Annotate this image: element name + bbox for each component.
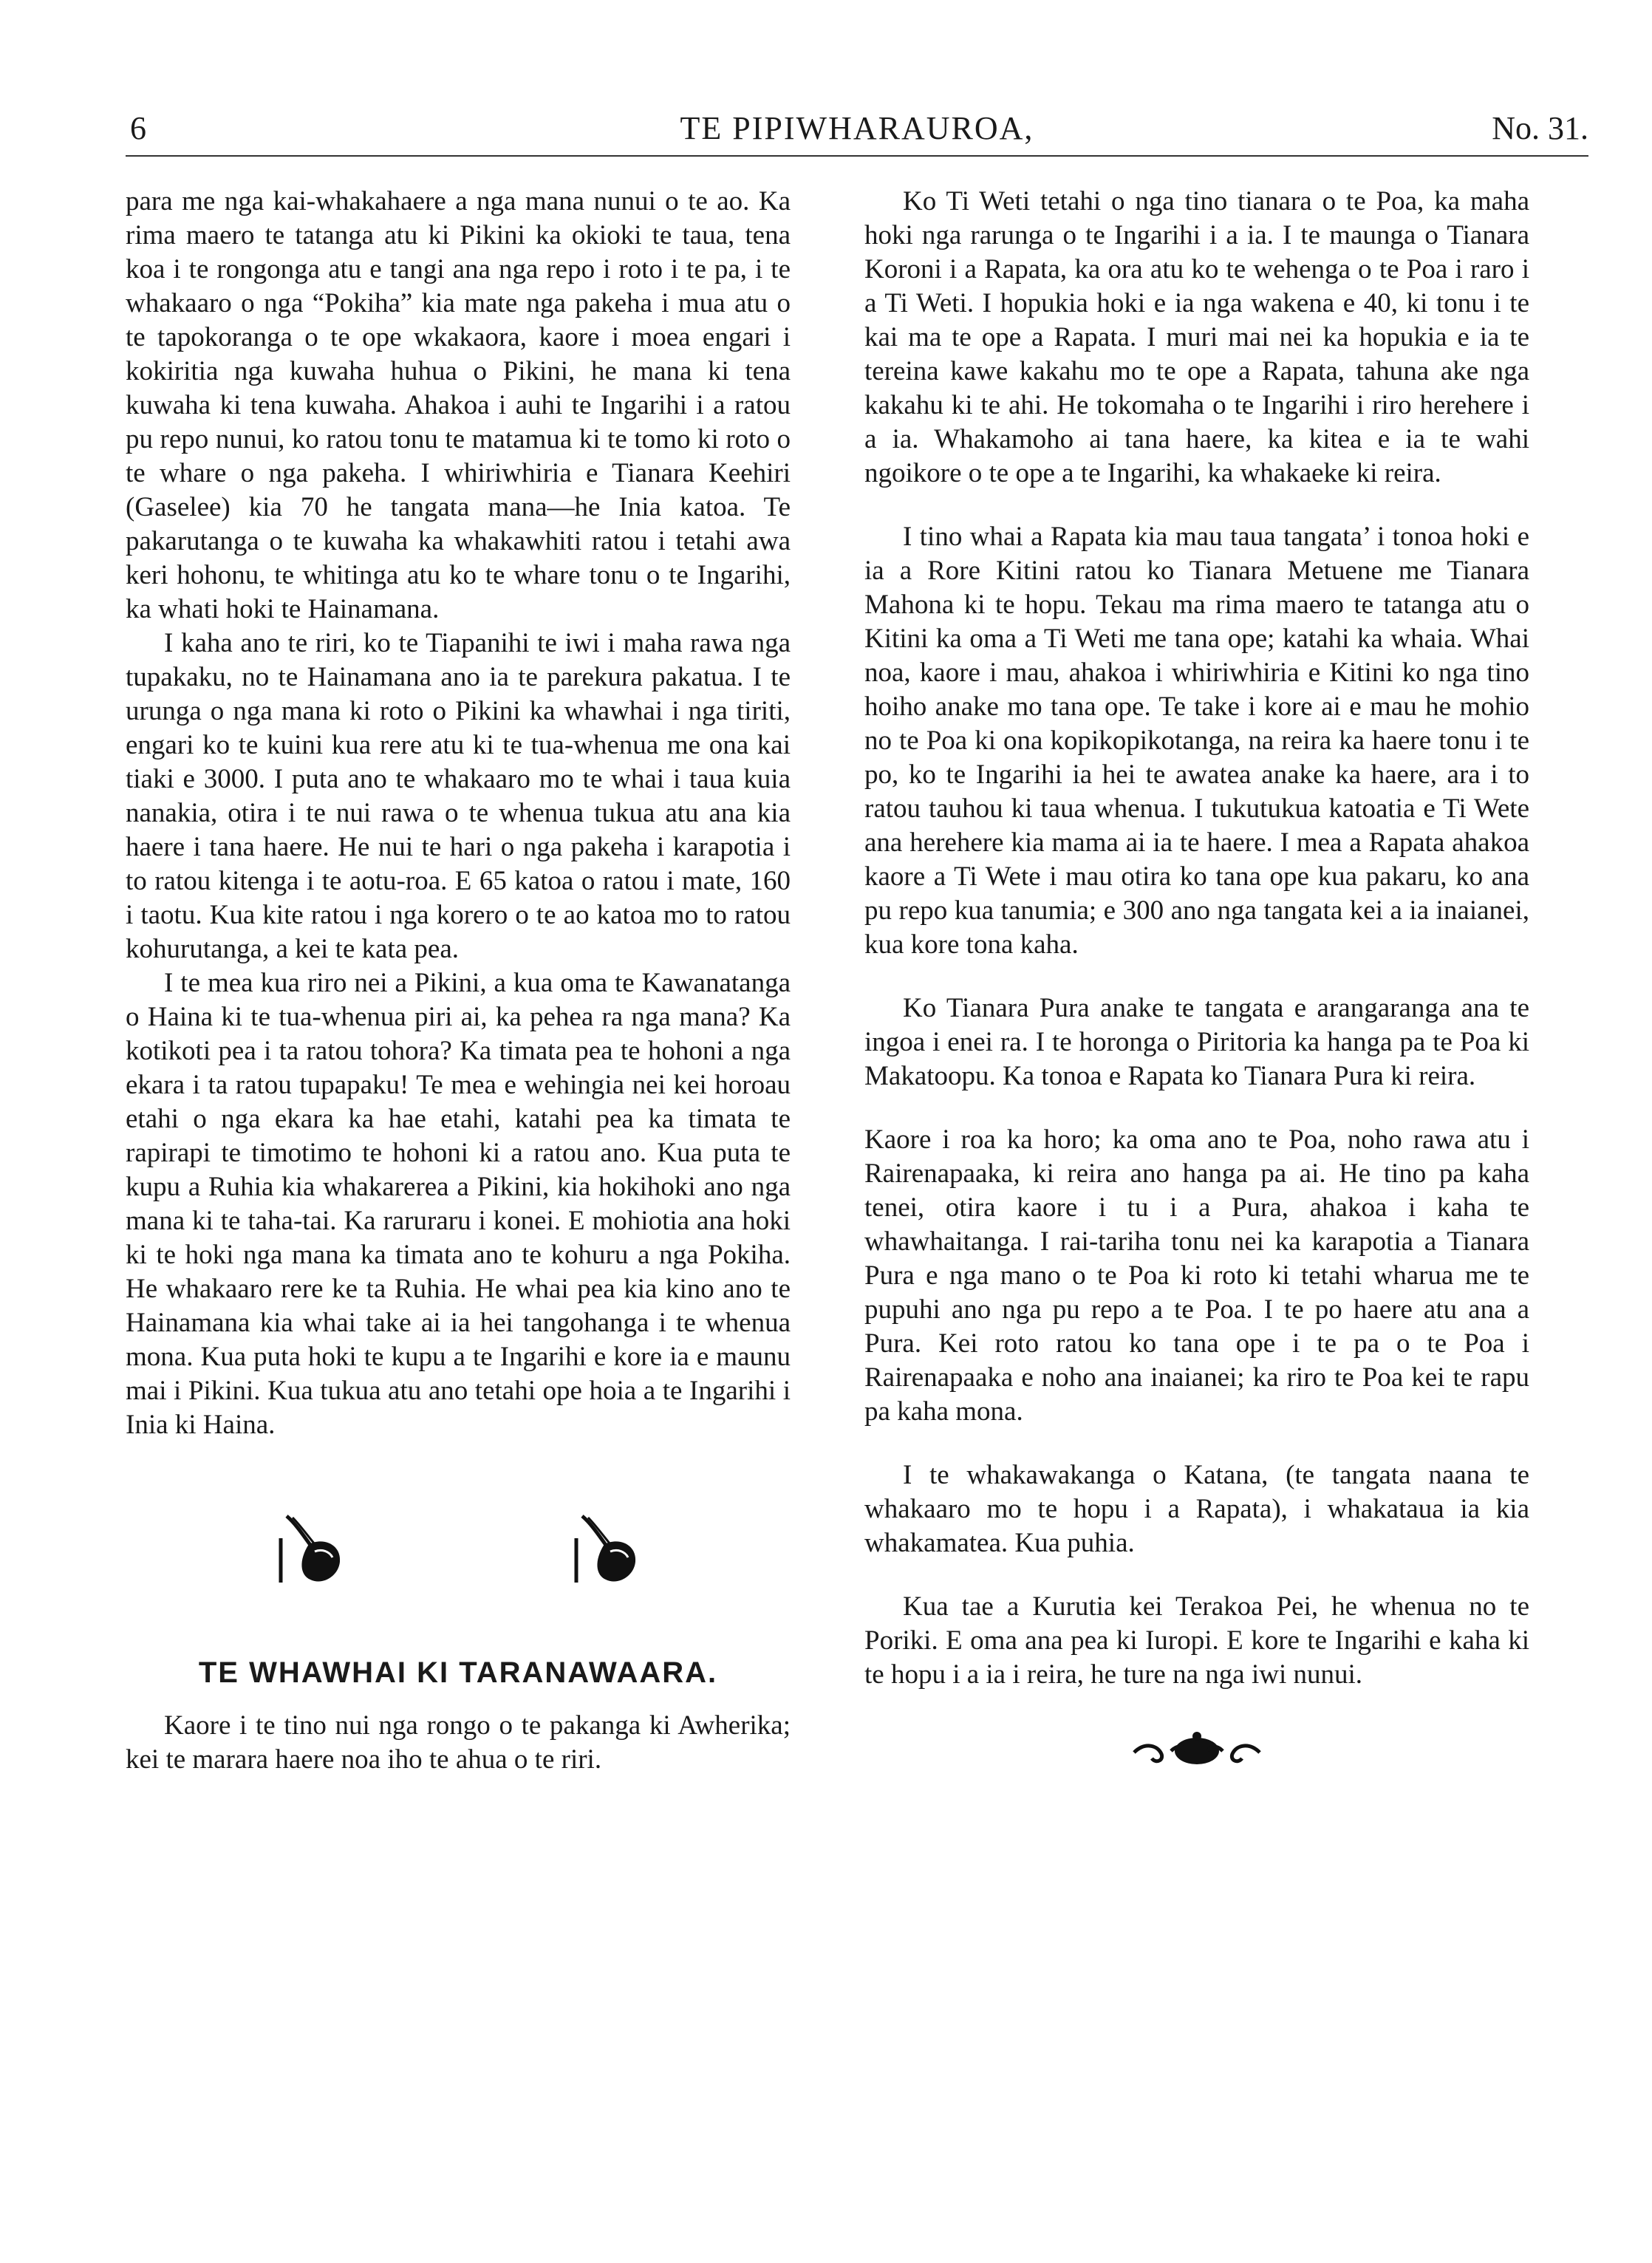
pointing-hand-icon [569,1509,643,1590]
section-heading: TE WHAWHAI KI TARANAWAARA. [198,1656,718,1689]
paragraph-gap [864,1429,1529,1458]
article-paragraph: Kaore i te tino nui nga rongo o te pakanga ki Awherika; kei te marara haere noa iho te ahua o te riri. [126,1710,791,1775]
article-paragraph: Kaore i roa ka horo; ka oma ano te Poa, noho rawa atu i Rairenapaaka, ki reira ano hanga pa ai. He tino pa kaha tenei, otira kaore i tu i a Pura, ahakoa i kaha te whawhaitanga. I rai-tariha tonu nei ka karapotia a Tianara Pura e nga mano o te Poa ki roto ki tetahi wharua me te pupuhi ano nga pu repo a te Poa. I te po haere atu ana a Pura. Kei roto ratou ko tana ope i te pa o te Poa i Rairenapaaka e noho ana inaianei; ka riro te Poa kei te rapu pa kaha mona. [864,1124,1529,1427]
end-ornament [864,1729,1529,1773]
article-paragraph: para me nga kai-whakahaere a nga mana nunui o te ao. Ka rima maero te tatanga atu ki Pikini ka okioki te taua, tena koa i te rongonga atu e tangi ana nga repo i roto i te pa, i te whakaaro o nga “Pokiha” kia mate nga pakeha i mua atu o te tapokoranga o te ope wkakaora, kaore i moea engari i kokiritia nga kuwaha huhua o Pikini, he mana ki tena kuwaha ki tena kuwaha. Ahakoa i auhi te Ingarihi i a ratou pu repo nunui, ko ratou tonu te matamua ki te tomo ki roto o te whare o nga pakeha. I whiriwhiria e Tianara Keehiri (Gaselee) kia 70 he tangata mana—he Inia katoa. Te pakarutanga o te kuwaha ka whakawhiti ratou i tetahi awa keri hohonu, te whitinga atu ko te whare tonu o te Ingarihi, ka whati hoki te Hainamana. [126,186,791,624]
decorative-flourish-icon [1127,1729,1267,1773]
paragraph-gap [864,962,1529,991]
ornament-row [126,1509,791,1597]
page-header [126,103,1588,157]
article-paragraph: Ko Tianara Pura anake te tangata e arangaranga ana te ingoa i enei ra. I te horonga o Piritoria ka hanga pa te Poa ki Makatoopu. Ka tonoa e Rapata ko Tianara Pura ki reira. [864,993,1529,1091]
article-paragraph: I te whakawakanga o Katana, (te tangata naana te whakaaro mo te hopu i a Rapata), i whakataua ia kia whakamatea. Kua puhia. [864,1460,1529,1558]
article-paragraph: Kua tae a Kurutia kei Terakoa Pei, he whenua no te Poriki. E oma ana pea ki Iuropi. E kore te Ingarihi e kaha ki te hopu i a ia i reira, he ture na nga iwi nunui. [864,1591,1529,1690]
paragraph-gap [864,491,1529,520]
article-paragraph: I tino whai a Rapata kia mau taua tangata’ i tonoa hoki e ia a Rore Kitini ratou ko Tianara Metuene me Tianara Mahona ki te hopu. Tekau ma rima maero te tatanga atu o Kitini ka oma a Ti Weti me tana ope; katahi ka whaia. Whai noa, kaore i mau, ahakoa i whiriwhiria e Kitini ko nga tino hoiho anake mo tana ope. Te take i kore ai e mau he mohio no te Poa ki ona kopikopikotanga, na reira ka haere tonu i te po, ko te Ingarihi ia hei te awatea anake ka haere, ara i to ratou tauhou ki taua whenua. I tukutukua katoatia e Ti Wete ana herehere kia mama ai ia te haere. I mea a Rapata ahakoa kaore a Ti Wete i mau otira ko tana ope kua pakaru, ko ana pu repo kua tanumia; e 300 ano nga tangata kei a ia inaianei, kua kore tona kaha. [864,522,1529,960]
article-paragraph: I te mea kua riro nei a Pikini, a kua oma te Kawanatanga o Haina ki te tua-whenua piri ai, ka pehea ra nga mana? Ka kotikoti pea i ta ratou tohora? Ka timata pea te hohoni a nga ekara i ta ratou tupapaku! Te mea e wehingia nei kei horoau etahi o nga ekara ka hae etahi, katahi pea ka timata te rapirapi te timotimo te hohoni ki a ratou ano. Kua puta te kupu a Ruhia kia whakarerea a Pikini, kia hokihoki ano nga mana ki te taha-tai. Ka raruraru i konei. E mohiotia ana hoki ki te hoki nga mana ka timata ano te kohuru a nga Pokiha. He whakaaro rere ke ta Ruhia. He whai pea kia kino ano te Hainamana kia whai take ai ia hei tangohanga i te whenua mona. Kua puta hoki te kupu a te Ingarihi e kore ia e maunu mai i Pikini. Kua tukua atu ano tetahi ope hoia a te Ingarihi i Inia ki Haina. [126,968,791,1440]
article-paragraph: I kaha ano te riri, ko te Tiapanihi te iwi i maha rawa nga tupakaku, no te Hainamana ano ia te parekura pakatua. I te urunga o nga mana ki roto o Pikini ka whawhai i nga tiriti, engari ko te kuini kua rere atu ki te tua-whenua me ona kai tiaki e 3000. I puta ano te whakaaro mo te whai i taua kuia nanakia, otira i te nui rawa o te whenua tukua atu ana kia haere i tana haere. He nui te hari o nga pakeha i karapotia i to ratou kitenga i te aotu-roa. E 65 katoa o ratou i mate, 160 i taotu. Kua kite ratou i nga korero o te ao katoa mo to ratou kohurutanga, a kei te kata pea. [126,628,791,964]
right-column [864,185,1529,1773]
article-paragraph: Ko Ti Weti tetahi o nga tino tianara o te Poa, ka maha hoki nga rarunga o te Ingarihi i a ia. I te maunga o Tianara Koroni i a Rapata, ka ora atu ko te wehenga o te Poa i raro i a Ti Weti. I hopukia hoki e ia nga wakena e 40, ki tonu i te kai ma te ope a Rapata. I muri mai nei ka hopukia e ia te tereina kawe kakahu mo te ope a Rapata, tahuna ake nga kakahu ki te ahi. He tokomaha o te Ingarihi i riro herehere i a ia. Whakamoho ai tana haere, ka kitea e ia te wahi ngoikore o te ope a te Ingarihi, ka whakaeke ki reira. [864,186,1529,488]
publication-title: TE PIPIWHARAUROA, [680,110,1034,146]
page-number: 6 [130,110,146,146]
paragraph-gap [864,1560,1529,1590]
pointing-hand-icon [273,1509,347,1590]
paragraph-gap [864,1093,1529,1123]
left-column [126,185,791,1777]
issue-number: No. 31. [1492,110,1588,146]
